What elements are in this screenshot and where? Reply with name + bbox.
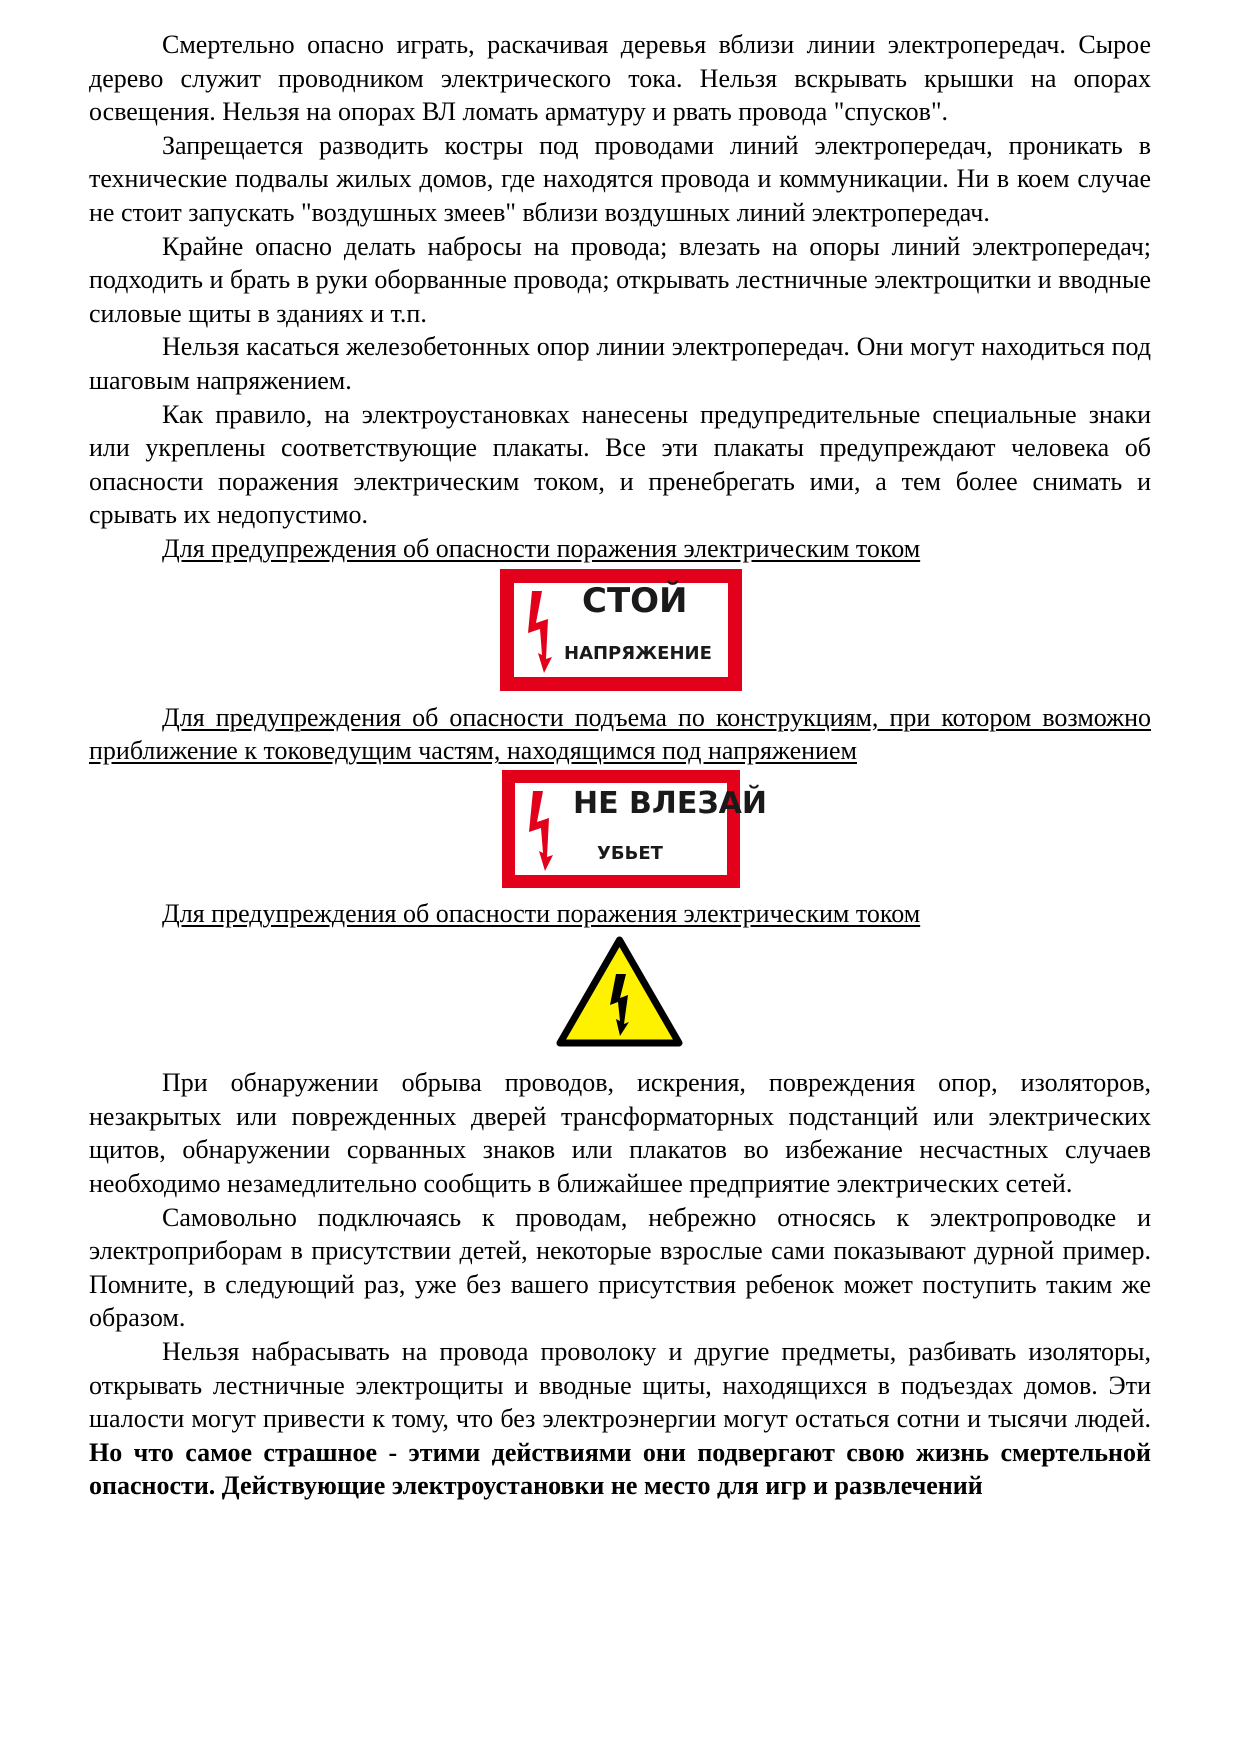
high-voltage-triangle-icon bbox=[556, 936, 683, 1048]
lightning-bolt-icon bbox=[528, 589, 568, 673]
paragraph-report-damage: При обнаружении обрыва проводов, искрения, повреждения опор, изоляторов, незакрытых или поврежденных дверей трансформаторных подстанций или электрических щитов, обнаружении сорванных знаков или плакатов во избежание несчастных случаев необходимо незамедлительно сообщить в ближайшее предприятие электрических сетей. bbox=[89, 1068, 1151, 1199]
paragraph-trees: Смертельно опасно играть, раскачивая деревья вблизи линии электропередач. Сырое дерево служит проводником электрического тока. Нельзя вскрывать крышки на опорах освещения. Нельзя на опорах ВЛ ломать арматуру и рвать провода "спусков". bbox=[89, 30, 1151, 127]
caption-shock-warning-2: Для предупреждения об опасности поражения электрическим током bbox=[162, 898, 921, 928]
caption-shock-warning: Для предупреждения об опасности поражения электрическим током bbox=[162, 533, 921, 563]
sign-stop-title: СТОЙ bbox=[582, 580, 688, 621]
sign-climb-title: НЕ ВЛЕЗАЙ bbox=[573, 785, 767, 821]
paragraph-final-warning bbox=[89, 1335, 1151, 1503]
paragraph-posters: Как правило, на электроустановках нанесены предупредительные специальные знаки или укреплены соответствующие плакаты. Все эти плакаты предупреждают человека об опасности поражения электрическим током, и пренебрегать ими, а тем более снимать и срывать их недопустимо. bbox=[89, 399, 1151, 530]
final-warning-bold: Но что самое страшное - этими действиями они подвергают свою жизнь смертельной опасности. Действующие электроустановки не место для игр и развлечений bbox=[89, 1437, 1151, 1501]
paragraph-wires: Крайне опасно делать набросы на провода; влезать на опоры линий электропередач; подходить и брать в руки оборванные провода; открывать лестничные электрощитки и вводные силовые щиты в зданиях и т.п. bbox=[89, 231, 1151, 328]
document-page bbox=[89, 28, 1151, 1503]
paragraph-adults-example: Самовольно подключаясь к проводам, небрежно относясь к электропроводке и электроприборам в присутствии детей, некоторые взрослые сами показывают дурной пример. Помните, в следующий раз, уже без вашего присутствия ребенок может поступить таким же образом. bbox=[89, 1202, 1151, 1333]
sign-stop-subtitle: НАПРЯЖЕНИЕ bbox=[564, 642, 712, 664]
sign-stop-voltage bbox=[500, 569, 742, 691]
final-warning-text: Нельзя набрасывать на провода проволоку и другие предметы, разбивать изоляторы, открывать лестничные электрощиты и вводные щиты, находящихся в подъездах домов. Эти шалости могут привести к тому, что без электроэнергии могут остаться сотни и тысячи людей. bbox=[89, 1337, 1151, 1434]
caption-climb-warning: Для предупреждения об опасности подъема по конструкциям, при котором возможно приближение к токоведущим частям, находящимся под напряжением bbox=[89, 702, 1151, 766]
sign-climb-subtitle: УБЬЕТ bbox=[597, 842, 663, 864]
sign-do-not-climb bbox=[502, 770, 767, 888]
lightning-bolt-icon bbox=[529, 789, 569, 871]
paragraph-poles: Нельзя касаться железобетонных опор линии электропередач. Они могут находиться под шаговым напряжением. bbox=[89, 332, 1151, 395]
paragraph-fires: Запрещается разводить костры под проводами линий электропередач, проникать в технические подвалы жилых домов, где находятся провода и коммуникации. Ни в коем случае не стоит запускать "воздушных змеев" вблизи воздушных линий электропередач. bbox=[89, 130, 1151, 227]
